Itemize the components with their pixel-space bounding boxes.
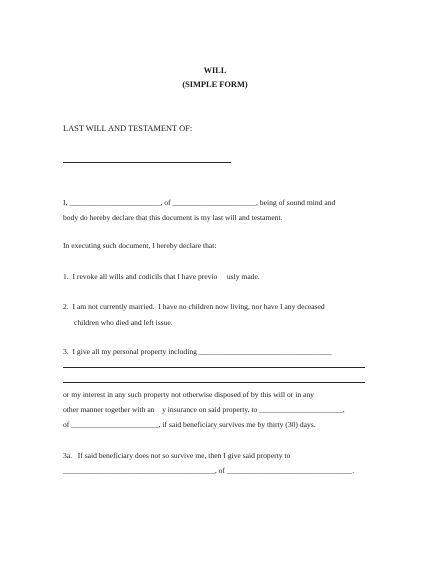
declaration-line-1: I, ________________________, of ______________________, being of sound mind and bbox=[63, 198, 336, 207]
clause-2-line-2: children who died and left issue. bbox=[74, 318, 173, 327]
clause-3-continuation-3: of _______________________, if said beneficiary survives me by thirty (30) days. bbox=[63, 420, 316, 429]
clause-3-continuation-2: other manner together with an y insurance on said property, to ______________________, bbox=[63, 405, 345, 414]
property-blank-1 bbox=[63, 367, 365, 368]
clause-3a-line-2: ________________________________________, of _________________________________. bbox=[63, 466, 355, 475]
clause-1: 1. I revoke all wills and codicils that I have previo usly made. bbox=[63, 272, 260, 281]
clause-2-line-1: 2. I am not currently married. I have no children now living, nor have I any deceased bbox=[63, 302, 325, 311]
clause-3a-line-1: 3a. If said beneficiary does not so survive me, then I give said property to bbox=[63, 451, 291, 460]
document-subtitle: (SIMPLE FORM) bbox=[182, 80, 248, 89]
document-title: WILL bbox=[203, 66, 227, 75]
clause-3-continuation-1: or my interest in any such property not otherwise disposed of by this will or in any bbox=[63, 390, 314, 399]
testament-heading: LAST WILL AND TESTAMENT OF: bbox=[63, 124, 193, 133]
declaration-line-2: body do hereby declare that this document is my last will and testament. bbox=[63, 213, 283, 222]
testator-name-blank bbox=[63, 162, 231, 163]
clause-3: 3. I give all my personal property including ___________________________________ bbox=[63, 347, 332, 356]
property-blank-2 bbox=[63, 382, 365, 383]
intro-text: In executing such document, I hereby declare that: bbox=[63, 241, 217, 250]
